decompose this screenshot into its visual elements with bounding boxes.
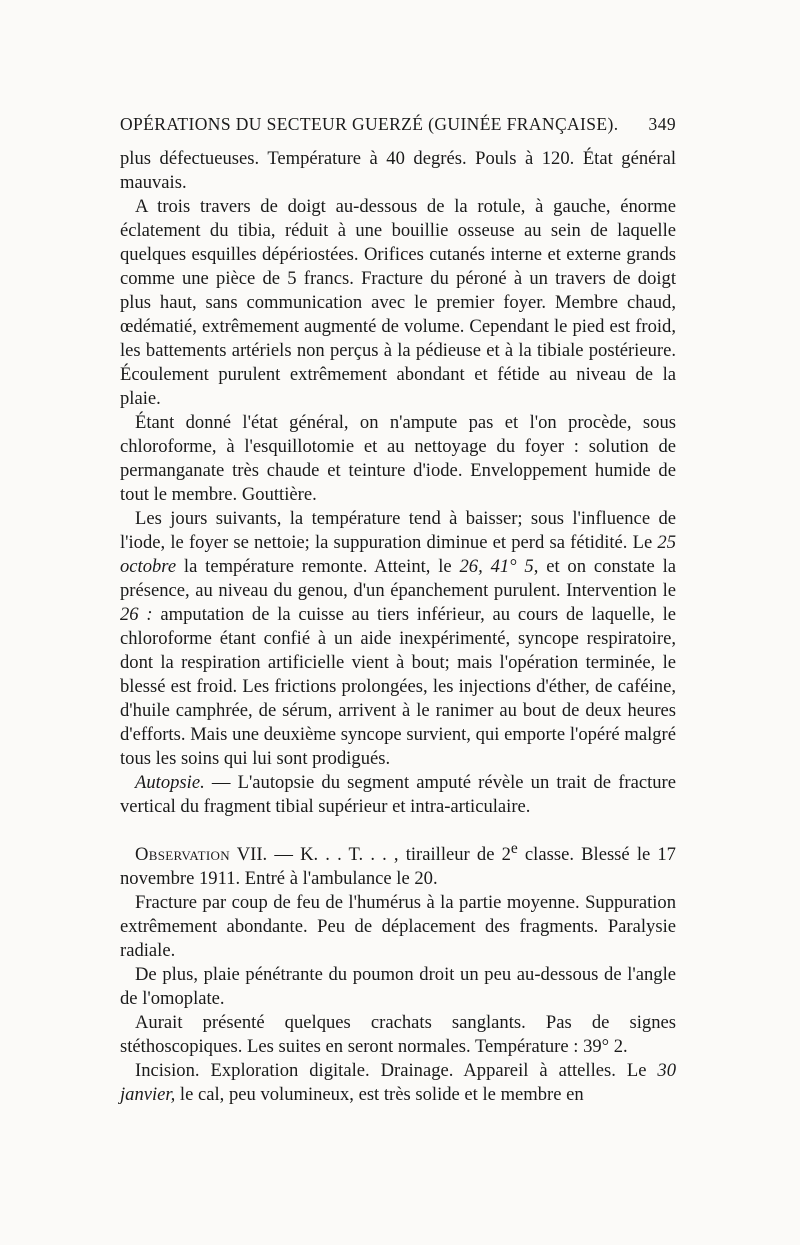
paragraph-4 bbox=[120, 507, 676, 771]
observation-superscript: e bbox=[510, 840, 518, 857]
paragraph-8: De plus, plaie pénétrante du poumon droit un peu au-dessous de l'angle de l'omoplate. bbox=[120, 964, 676, 1010]
paragraph-10-text-1: Incision. Exploration digitale. Drainage. Appareil à attelles. Le bbox=[135, 1060, 658, 1082]
paragraph-10-text-2: le cal, peu volumineux, est très solide et le membre en bbox=[175, 1084, 584, 1106]
observation-text-2: classe. Blessé le 17 novembre 1911. Entré à l'ambulance le 20. bbox=[120, 844, 676, 890]
observation-label: Observation bbox=[135, 844, 230, 866]
paragraph-4-text-3: , et on constate la présence, au niveau du genou, d'un épanchement purulent. Intervention le bbox=[120, 556, 677, 601]
autopsie-text: — L'autopsie du segment amputé révèle un trait de fracture vertical du fragment tibial supérieur et intra-articulaire. bbox=[120, 772, 676, 817]
paragraph-10 bbox=[120, 1059, 676, 1107]
paragraph-autopsie bbox=[120, 771, 676, 819]
date-25-octobre: 25 octobre bbox=[120, 532, 676, 577]
paragraph-2: A trois travers de doigt au-dessous de la rotule, à gauche, énorme éclatement du tibia, réduit à une bouillie osseuse au sein de laquelle quelques esquilles dépériostées. Orifices cutanés interne et externe grands comme une pièce de 5 francs. Fracture du péroné à un travers de doigt plus haut, sans communication avec le premier foyer. Membre chaud, œdématié, extrêmement augmenté de volume. Cependant le pied est froid, les battements artériels non perçus à la pédieuse et à la tibiale postérieure. Écoulement purulent extrêmement abondant et fétide au niveau de la plaie. bbox=[120, 196, 676, 409]
paragraph-9: Aurait présenté quelques crachats sanglants. Pas de signes stéthoscopiques. Les suites en seront normales. Température : 39° 2. bbox=[120, 1012, 676, 1058]
paragraph-3: Étant donné l'état général, on n'ampute pas et l'on procède, sous chloroforme, à l'esquillotomie et au nettoyage du foyer : solution de permanganate très chaude et teinture d'iode. Enveloppement humide de tout le membre. Gouttière. bbox=[120, 412, 676, 505]
temperature-reading: 26, 41° 5 bbox=[459, 556, 534, 577]
paragraph-4-text-4: amputation de la cuisse au tiers inférieur, au cours de laquelle, le chloroforme étant confié à un aide inexpérimenté, syncope respiratoire, dont la respiration artificielle vient à bout; mais l'opération terminée, le blessé est froid. Les frictions prolongées, les injections d'éther, de caféine, d'huile camphrée, de sérum, arrivent à le ranimer au bout de deux heures d'efforts. Mais une deuxième syncope survient, qui emporte l'opéré malgré tous les soins qui lui sont prodigués. bbox=[120, 604, 677, 769]
paragraph-1: plus défectueuses. Température à 40 degrés. Pouls à 120. État général mauvais. bbox=[120, 148, 676, 193]
paragraph-4-text-1: Les jours suivants, la température tend à baisser; sous l'influence de l'iode, le foyer se nettoie; la suppuration diminue et perd sa fétidité. Le bbox=[120, 508, 676, 553]
autopsie-label: Autopsie. bbox=[135, 772, 205, 793]
paragraph-7: Fracture par coup de feu de l'humérus à la partie moyenne. Suppuration extrêmement abondante. Peu de déplacement des fragments. Paralysie radiale. bbox=[120, 892, 676, 962]
running-title: OPÉRATIONS DU SECTEUR GUERZÉ (GUINÉE FRANÇAISE). bbox=[120, 114, 619, 134]
page-number: 349 bbox=[648, 114, 676, 134]
page-body bbox=[120, 147, 676, 1107]
paragraph-4-text-2: la température remonte. Atteint, le bbox=[176, 556, 460, 577]
date-26: 26 : bbox=[120, 604, 153, 625]
paragraph-observation bbox=[120, 837, 676, 891]
observation-text-1: VII. — K. . . T. . . , tirailleur de 2 bbox=[229, 844, 511, 866]
date-30-janvier: 30 janvier, bbox=[120, 1060, 676, 1106]
